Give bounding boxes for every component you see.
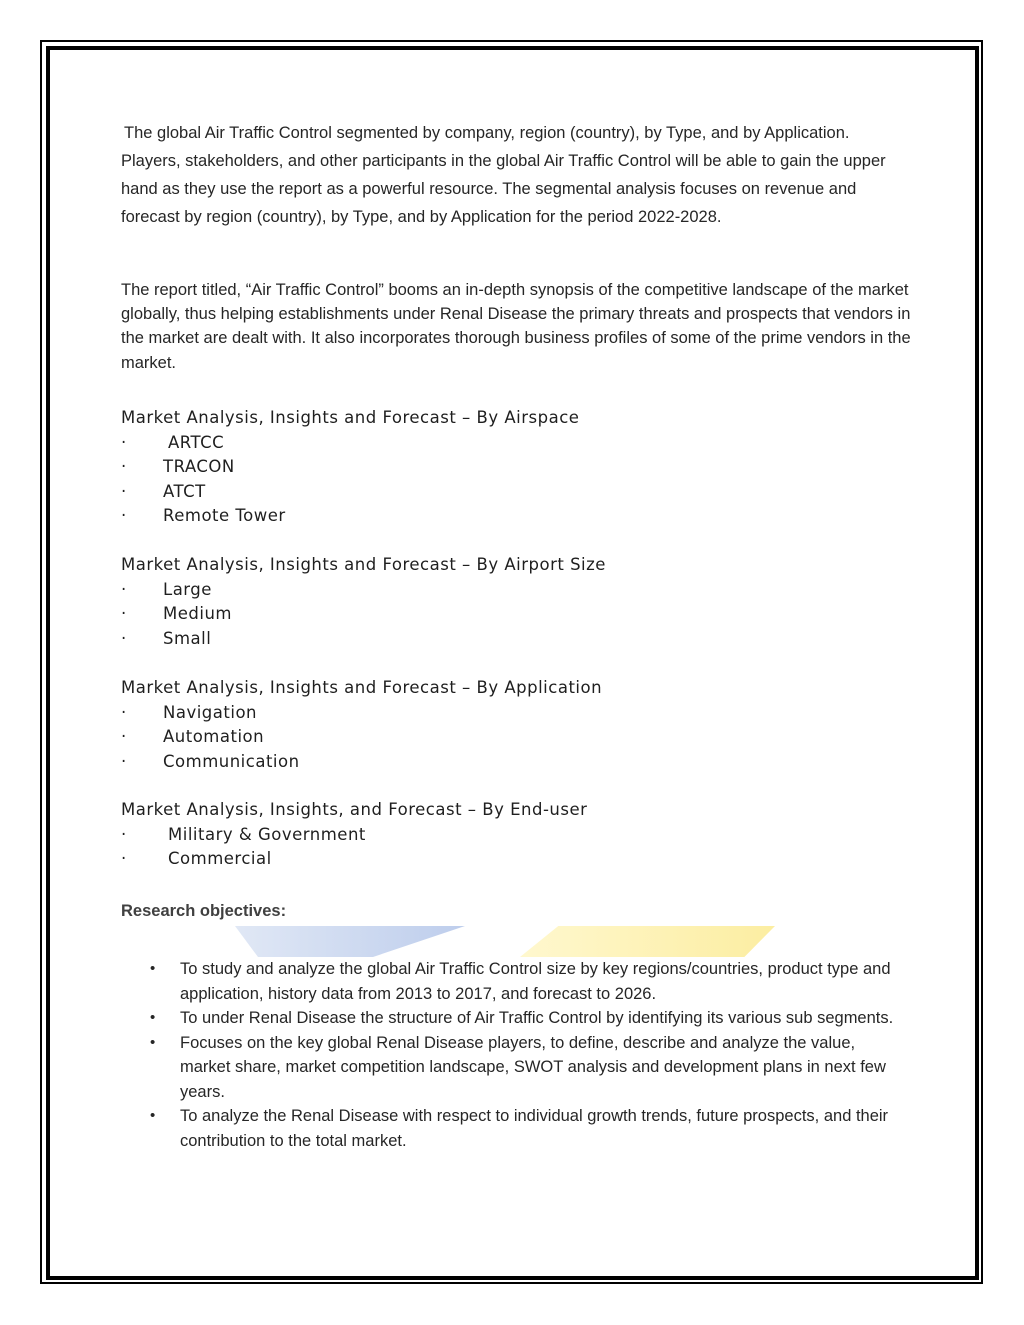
bullet-dot: · [121,702,127,722]
section-heading: Market Analysis, Insights and Forecast – By Airspace [121,408,580,427]
list-item-label: Communication [163,751,300,771]
bullet-dot: · [121,751,127,771]
section-by-end-user [121,798,821,872]
list-item [121,1104,921,1153]
list-item-text: Focuses on the key global Renal Disease players, to define, describe and analyze the value, market share, market competition landscape, SWOT analysis and development plans in next few years. [180,1033,886,1101]
list-item [121,578,821,603]
list-item [121,823,821,848]
list-item [121,1031,921,1105]
bullet-dot: · [121,457,127,476]
section-by-airport-size [121,553,821,651]
bullet-dot: • [150,1009,156,1026]
list-item [121,480,821,505]
list-item-label: Navigation [163,702,257,722]
list-item [121,957,921,1006]
list-item-label: ATCT [163,481,206,501]
bullet-dot: · [121,824,127,844]
watermark-yellow-shape [520,926,775,957]
bullet-dot: · [121,506,127,525]
bullet-dot: · [121,579,127,599]
list-item-label: Automation [163,727,265,746]
list-item-label: ARTCC [168,432,225,452]
section-heading: Market Analysis, Insights, and Forecast – By End-user [121,800,588,819]
section-by-airspace [121,406,821,529]
list-item [121,602,821,627]
bullet-dot: · [121,604,127,623]
list-item-label: Remote Tower [163,506,286,525]
intro-paragraph: The global Air Traffic Control segmented by company, region (country), by Type, and by Application. Players, stakeholders, and other participants in the global Air Traffic Control will be able to gain the upper hand as they use the report as a powerful resource. The segmental analysis focuses on revenue and forecast by region (country), by Type, and by Application for the period 2022-2028. [121,124,886,226]
list-item-label: TRACON [163,457,235,476]
list-item-text: To study and analyze the global Air Traffic Control size by key regions/countries, product type and application, history data from 2013 to 2017, and forecast to 2026. [180,960,891,1003]
section-by-application [121,676,821,774]
list-item [121,504,821,529]
bullet-dot: · [121,727,127,746]
research-objectives-list [121,957,921,1153]
list-item [121,750,821,775]
list-item [121,847,821,872]
bullet-dot: · [121,849,127,868]
list-item-label: Large [163,579,212,599]
list-item [121,701,821,726]
list-item-text: To under Renal Disease the structure of Air Traffic Control by identifying its various sub segments. [180,1009,894,1027]
list-item-label: Medium [163,604,232,623]
research-objectives-title: Research objectives: [121,902,287,920]
list-item [121,455,821,480]
list-item [121,431,821,456]
list-item [121,1006,921,1031]
bullet-dot: • [150,1033,156,1051]
list-item-label: Military & Government [168,824,366,844]
report-paragraph: The report titled, “Air Traffic Control” booms an in-depth synopsis of the competitive landscape of the market globally, thus helping establishments under Renal Disease the primary threats and prospects that vendors in the market are dealt with. It also incorporates thorough business profiles of some of the prime vendors in the market. [121,281,911,372]
list-item-label: Small [163,628,212,648]
list-item [121,627,821,652]
list-item-label: Commercial [168,849,272,868]
bullet-dot: • [150,960,156,977]
bullet-dot: • [150,1107,156,1124]
section-heading: Market Analysis, Insights and Forecast – By Application [121,678,603,697]
bullet-dot: · [121,628,127,648]
list-item-text: To analyze the Renal Disease with respect to individual growth trends, future prospects, and their contribution to the total market. [180,1107,889,1150]
list-item [121,725,821,750]
section-heading: Market Analysis, Insights and Forecast – By Airport Size [121,555,606,574]
bullet-dot: · [121,481,127,501]
bullet-dot: · [121,432,127,452]
